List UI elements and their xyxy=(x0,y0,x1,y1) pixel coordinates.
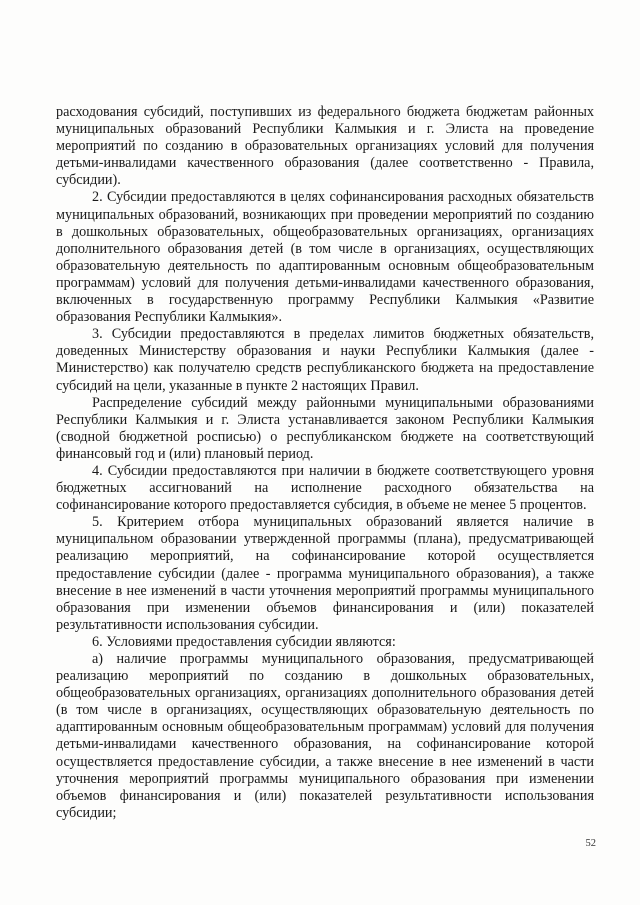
paragraph: 3. Субсидии предоставляются в пределах лимитов бюджетных обязательств, доведенных Министерству образования и науки Республики Калмыкия (далее - Министерство) как получателю средств республиканского бюджета на предоставление субсидий на цели, указанные в пункте 2 настоящих Правил. xyxy=(56,326,594,394)
paragraph: расходования субсидий, поступивших из федерального бюджета бюджетам районных муниципальных образований Республики Калмыкия и г. Элиста на проведение мероприятий по созданию в образовательных организациях условий для получения детьми-инвалидами качественного образования (далее соответственно - Правила, субсидии). xyxy=(56,104,594,189)
paragraph: 2. Субсидии предоставляются в целях софинансирования расходных обязательств муниципальных образований, возникающих при проведении мероприятий по созданию в дошкольных образовательных, общеобразовательных организациях, организациях дополнительного образования детей (в том числе в организациях, осуществляющих образовательную деятельность по адаптированным основным общеобразовательным программам) условий для получения детьми-инвалидами качественного образования, включенных в государственную программу Республики Калмыкия «Развитие образования Республики Калмыкия». xyxy=(56,189,594,326)
paragraph: 5. Критерием отбора муниципальных образований является наличие в муниципальном образовании утвержденной программы (плана), предусматривающей реализацию мероприятий, на софинансирование которой осуществляется предоставление субсидии (далее - программа муниципального образования), а также внесение в нее изменений в части уточнения мероприятий программы муниципального образования при изменении объемов финансирования и (или) показателей результативности использования субсидии. xyxy=(56,514,594,633)
paragraph: 6. Условиями предоставления субсидии являются: xyxy=(92,633,396,650)
paragraph: 4. Субсидии предоставляются при наличии в бюджете соответствующего уровня бюджетных ассигнований на исполнение расходного обязательства на софинансирование которого предоставляется субсидия, в объеме не менее 5 процентов. xyxy=(56,462,594,514)
paragraph: а) наличие программы муниципального образования, предусматривающей реализацию мероприятий по созданию в дошкольных образовательных, общеобразовательных организациях, организациях дополнительного образования детей (в том числе в организациях, осуществляющих образовательную деятельность по адаптированным основным общеобразовательным программам) условий для получения детьми-инвалидами качественного образования, на софинансирование которой осуществляется предоставление субсидии, а также внесение в нее изменений в части уточнения мероприятий программы муниципального образования при изменении объемов финансирования и (или) показателей результативности использования субсидии; xyxy=(56,651,594,821)
page-number: 52 xyxy=(585,838,596,849)
paragraph: Распределение субсидий между районными муниципальными образованиями Республики Калмыкия и г. Элиста устанавливается законом Республики Калмыкия (сводной бюджетной росписью) о республиканском бюджете на соответствующий финансовый год и (или) плановый период. xyxy=(56,394,594,462)
document-body xyxy=(56,104,594,822)
